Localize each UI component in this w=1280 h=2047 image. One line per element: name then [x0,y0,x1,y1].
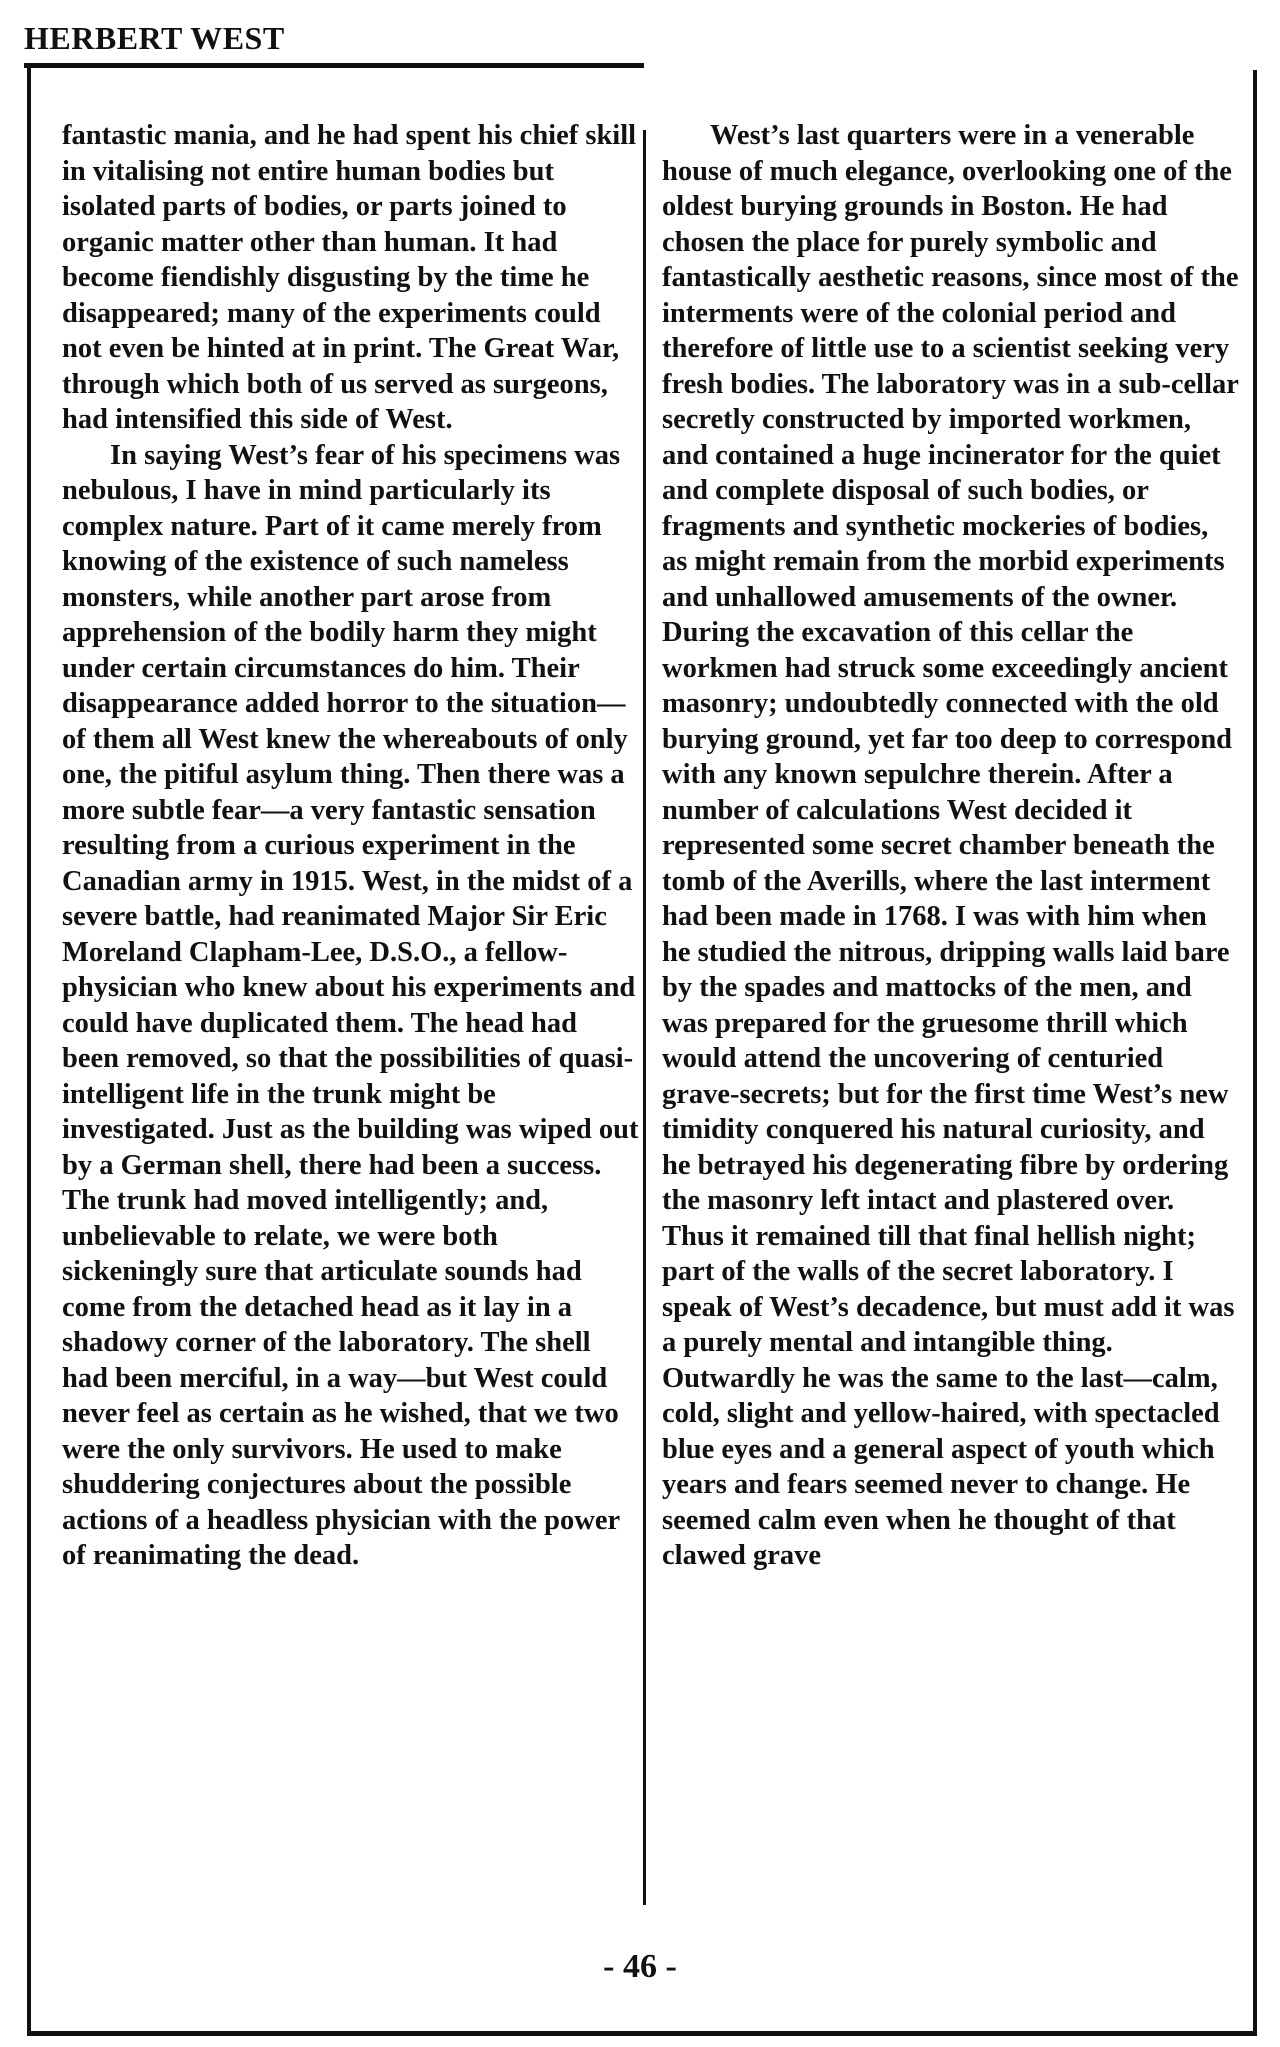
left-paragraph-1: fantastic mania, and he had spent his chief skill in vitalising not entire human bodies but isolated parts of bodies, or parts joined to organic matter other than human. It had become fiendishly disgusting by the time he disappeared; many of the experiments could not even be hinted at in print. The Great War, through which both of us served as surgeons, had intensified this side of West. [62,120,637,435]
frame-border-bottom [27,2031,1257,2036]
frame-border-right [1253,70,1257,2036]
header-rule [24,63,644,68]
column-divider [643,130,646,1905]
page-number: - 46 - [603,1948,677,1985]
right-paragraph-1: West’s last quarters were in a venerable house of much elegance, overlooking one of the oldest burying grounds in Boston. He had chosen the place for purely symbolic and fantastically aesthetic reasons, since most of the interments were of the colonial period and therefore of little use to a scientist seeking very fresh bodies. The laboratory was in a sub-cellar secretly constructed by imported workmen, and contained a huge incinerator for the quiet and complete disposal of such bodies, or fragments and synthetic mockeries of bodies, as might remain from the morbid experiments and unhallowed amusements of the owner. During the excavation of this cellar the workmen had struck some exceedingly ancient masonry; undoubtedly connected with the old burying ground, yet far too deep to correspond with any known sepulchre therein. After a number of calculations West decided it represented some secret chamber beneath the tomb of the Averills, where the last interment had been made in 1768. I was with him when he studied the nitrous, dripping walls laid bare by the spades and mattocks of the men, and was prepared for the gruesome thrill which would attend the uncovering of centuried grave-secrets; but for the first time West’s new timidity conquered his natural curiosity, and he betrayed his degenerating fibre by ordering the masonry left intact and plastered over. Thus it remained till that final hellish night; part of the walls of the secret laboratory. I speak of West’s decadence, but must add it was a purely mental and intangible thing. Outwardly he was the same to the last—calm, cold, slight and yellow-haired, with spectacled blue eyes and a general aspect of youth which years and fears seemed never to change. He seemed calm even when he thought of that clawed grave [662,120,1239,1571]
frame-border-left [27,68,31,2035]
right-text-column [662,118,1240,1574]
left-text-column [62,118,640,1574]
left-paragraph-2: In saying West’s fear of his specimens was nebulous, I have in mind particularly its complex nature. Part of it came merely from knowing of the existence of such nameless monsters, while another part arose from apprehension of the bodily harm they might under certain circumstances do him. Their disappearance added horror to the situation—of them all West knew the whereabouts of only one, the pitiful asylum thing. Then there was a more subtle fear—a very fantastic sensation resulting from a curious experiment in the Canadian army in 1915. West, in the midst of a severe battle, had reanimated Major Sir Eric Moreland Clapham-Lee, D.S.O., a fellow-physician who knew about his experiments and could have duplicated them. The head had been removed, so that the possibilities of quasi-intelligent life in the trunk might be investigated. Just as the building was wiped out by a German shell, there had been a success. The trunk had moved intelligently; and, unbelievable to relate, we were both sickeningly sure that articulate sounds had come from the detached head as it lay in a shadowy corner of the laboratory. The shell had been merciful, in a way—but West could never feel as certain as he wished, that we two were the only survivors. He used to make shuddering conjectures about the possible actions of a headless physician with the power of reanimating the dead. [62,439,639,1571]
running-head-title: HERBERT WEST [24,20,285,56]
